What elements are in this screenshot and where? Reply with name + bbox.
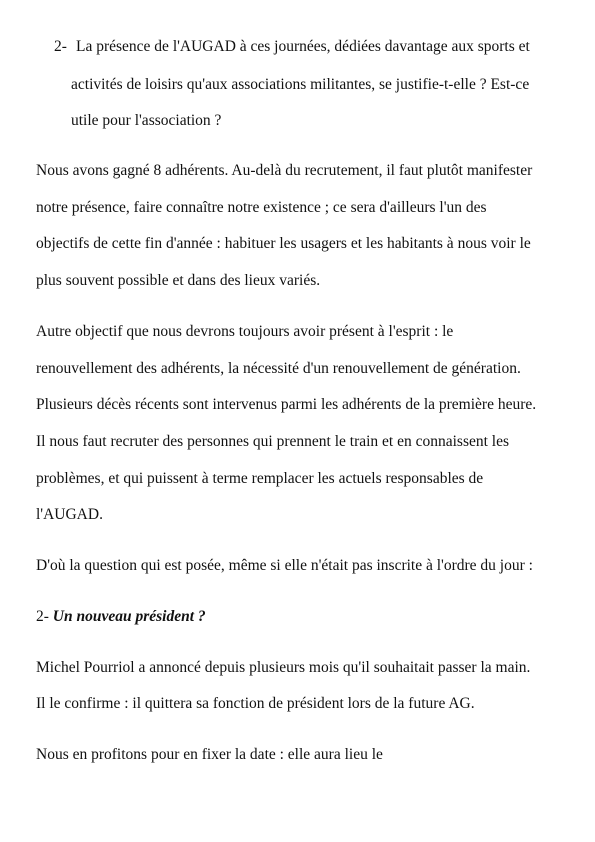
- para3-line-1: D'où la question qui est posée, même si elle n'était pas inscrite à l'ordre du jour :: [36, 557, 533, 574]
- para1-line-1: Nous avons gagné 8 adhérents. Au-delà du recrutement, il faut plutôt manifester: [36, 162, 533, 179]
- para4-line-1: Michel Pourriol a annoncé depuis plusieurs mois qu'il souhaitait passer la main.: [36, 659, 531, 676]
- question-line-3: utile pour l'association ?: [71, 112, 222, 129]
- question-line-1: La présence de l'AUGAD à ces journées, dédiées davantage aux sports et: [76, 38, 530, 55]
- para1-line-3: objectifs de cette fin d'année : habituer les usagers et les habitants à nous voir le: [36, 235, 531, 252]
- para4-line-2: Il le confirme : il quittera sa fonction de président lors de la future AG.: [36, 695, 475, 712]
- section-heading: [36, 607, 206, 627]
- para1-line-4: plus souvent possible et dans des lieux variés.: [36, 272, 321, 289]
- para2-line-1: Autre objectif que nous devrons toujours avoir présent à l'esprit : le: [36, 323, 454, 340]
- section-heading-number: 2-: [36, 608, 49, 625]
- para2-line-4: Il nous faut recruter des personnes qui prennent le train et en connaissent les: [36, 433, 510, 450]
- question-number: 2-: [54, 38, 67, 55]
- para5-line-1: Nous en profitons pour en fixer la date : elle aura lieu le: [36, 746, 383, 763]
- para2-line-2: renouvellement des adhérents, la nécessité d'un renouvellement de génération.: [36, 360, 521, 377]
- para2-line-5: problèmes, et qui puissent à terme remplacer les actuels responsables de: [36, 470, 484, 487]
- para2-line-3: Plusieurs décès récents sont intervenus parmi les adhérents de la première heure.: [36, 396, 537, 413]
- section-heading-title: Un nouveau président ?: [52, 608, 206, 625]
- para1-line-2: notre présence, faire connaître notre existence ; ce sera d'ailleurs l'un des: [36, 199, 487, 216]
- question-line-2: activités de loisirs qu'aux associations militantes, se justifie-t-elle ? Est-ce: [71, 76, 530, 93]
- para2-line-6: l'AUGAD.: [36, 506, 103, 523]
